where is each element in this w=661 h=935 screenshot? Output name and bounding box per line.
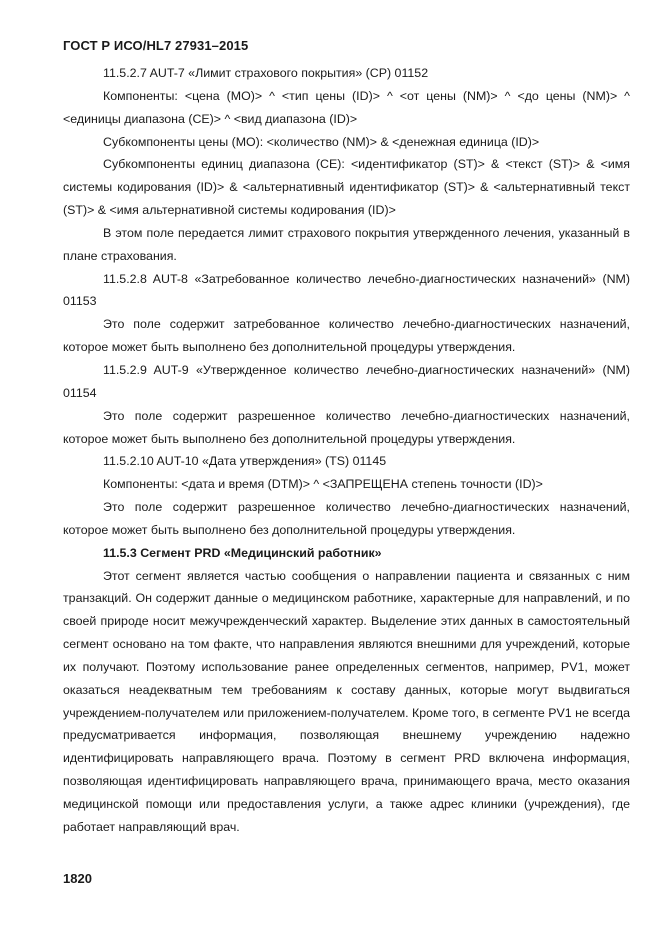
- field-components: Компоненты: <дата и время (DTM)> ^ <ЗАПРЕЩЕНА степень точности (ID)>: [103, 477, 543, 492]
- section-heading: 11.5.3 Сегмент PRD «Медицинский работник»: [103, 545, 382, 560]
- field-heading: 11.5.2.9 AUT-9 «Утвержденное количество лечебно-диагностических назначений» (NM) 01154: [63, 362, 630, 400]
- field-components: Компоненты: <цена (MO)> ^ <тип цены (ID)> ^ <от цены (NM)> ^ <до цены (NM)> ^ <единицы диапазона (CE)> ^ <вид диапазона (ID)>: [63, 88, 630, 126]
- page-number: 1820: [63, 871, 92, 886]
- field-description: В этом поле передается лимит страхового покрытия утвержденного лечения, указанный в плане страхования.: [63, 225, 630, 263]
- field-heading: 11.5.2.10 AUT-10 «Дата утверждения» (TS) 01145: [103, 454, 387, 469]
- section-description: Этот сегмент является частью сообщения о направлении пациента и связанных с ним транзакций. Он содержит данные о медицинском работнике, характерные для направлений, и по своей природе носит межучрежденческий характер. Выделение этих данных в самостоятельный сегмент основано на том факте, что направления являются внешними для учреждений, которые их получают. Поэтому использование ранее определенных сегментов, например, PV1, может оказаться неадекватным тем требованиям к составу данных, которые могут выдвигаться учреждением-получателем или приложением-получателем. Кроме того, в сегменте PV1 не всегда предусматривается информация, позволяющая внешнему учреждению надежно идентифицировать направляющего врача. Поэтому в сегмент PRD включена информация, позволяющая идентифицировать направляющего врача, принимающего врача, место оказания медицинской помощи или предоставления услуги, а также адрес клиники (учреждения), где работает направляющий врач.: [63, 568, 630, 834]
- field-heading: 11.5.2.8 AUT-8 «Затребованное количество лечебно-диагностических назначений» (NM) 01153: [63, 271, 630, 309]
- field-heading: 11.5.2.7 AUT-7 «Лимит страхового покрытия» (CP) 01152: [103, 66, 429, 80]
- field-description: Это поле содержит затребованное количество лечебно-диагностических назначений, которое может быть выполнено без дополнительной процедуры утверждения.: [63, 317, 630, 355]
- field-description: Это поле содержит разрешенное количество лечебно-диагностических назначений, которое может быть выполнено без дополнительной процедуры утверждения.: [63, 408, 630, 446]
- field-description: Это поле содержит разрешенное количество лечебно-диагностических назначений, которое может быть выполнено без дополнительной процедуры утверждения.: [63, 500, 630, 537]
- field-subcomponents: Субкомпоненты цены (MO): <количество (NM)> & <денежная единица (ID)>: [103, 134, 540, 149]
- field-subcomponents: Субкомпоненты единиц диапазона (CE): <идентификатор (ST)> & <текст (ST)> & <имя системы кодирования (ID)> & <альтернативный идентификатор (ST)> & <альтернативный текст (ST)> & <имя альтернативной системы кодирования (ID)>: [63, 157, 630, 218]
- document-body: [63, 62, 630, 839]
- document-header: ГОСТ Р ИСО/HL7 27931–2015: [63, 38, 249, 53]
